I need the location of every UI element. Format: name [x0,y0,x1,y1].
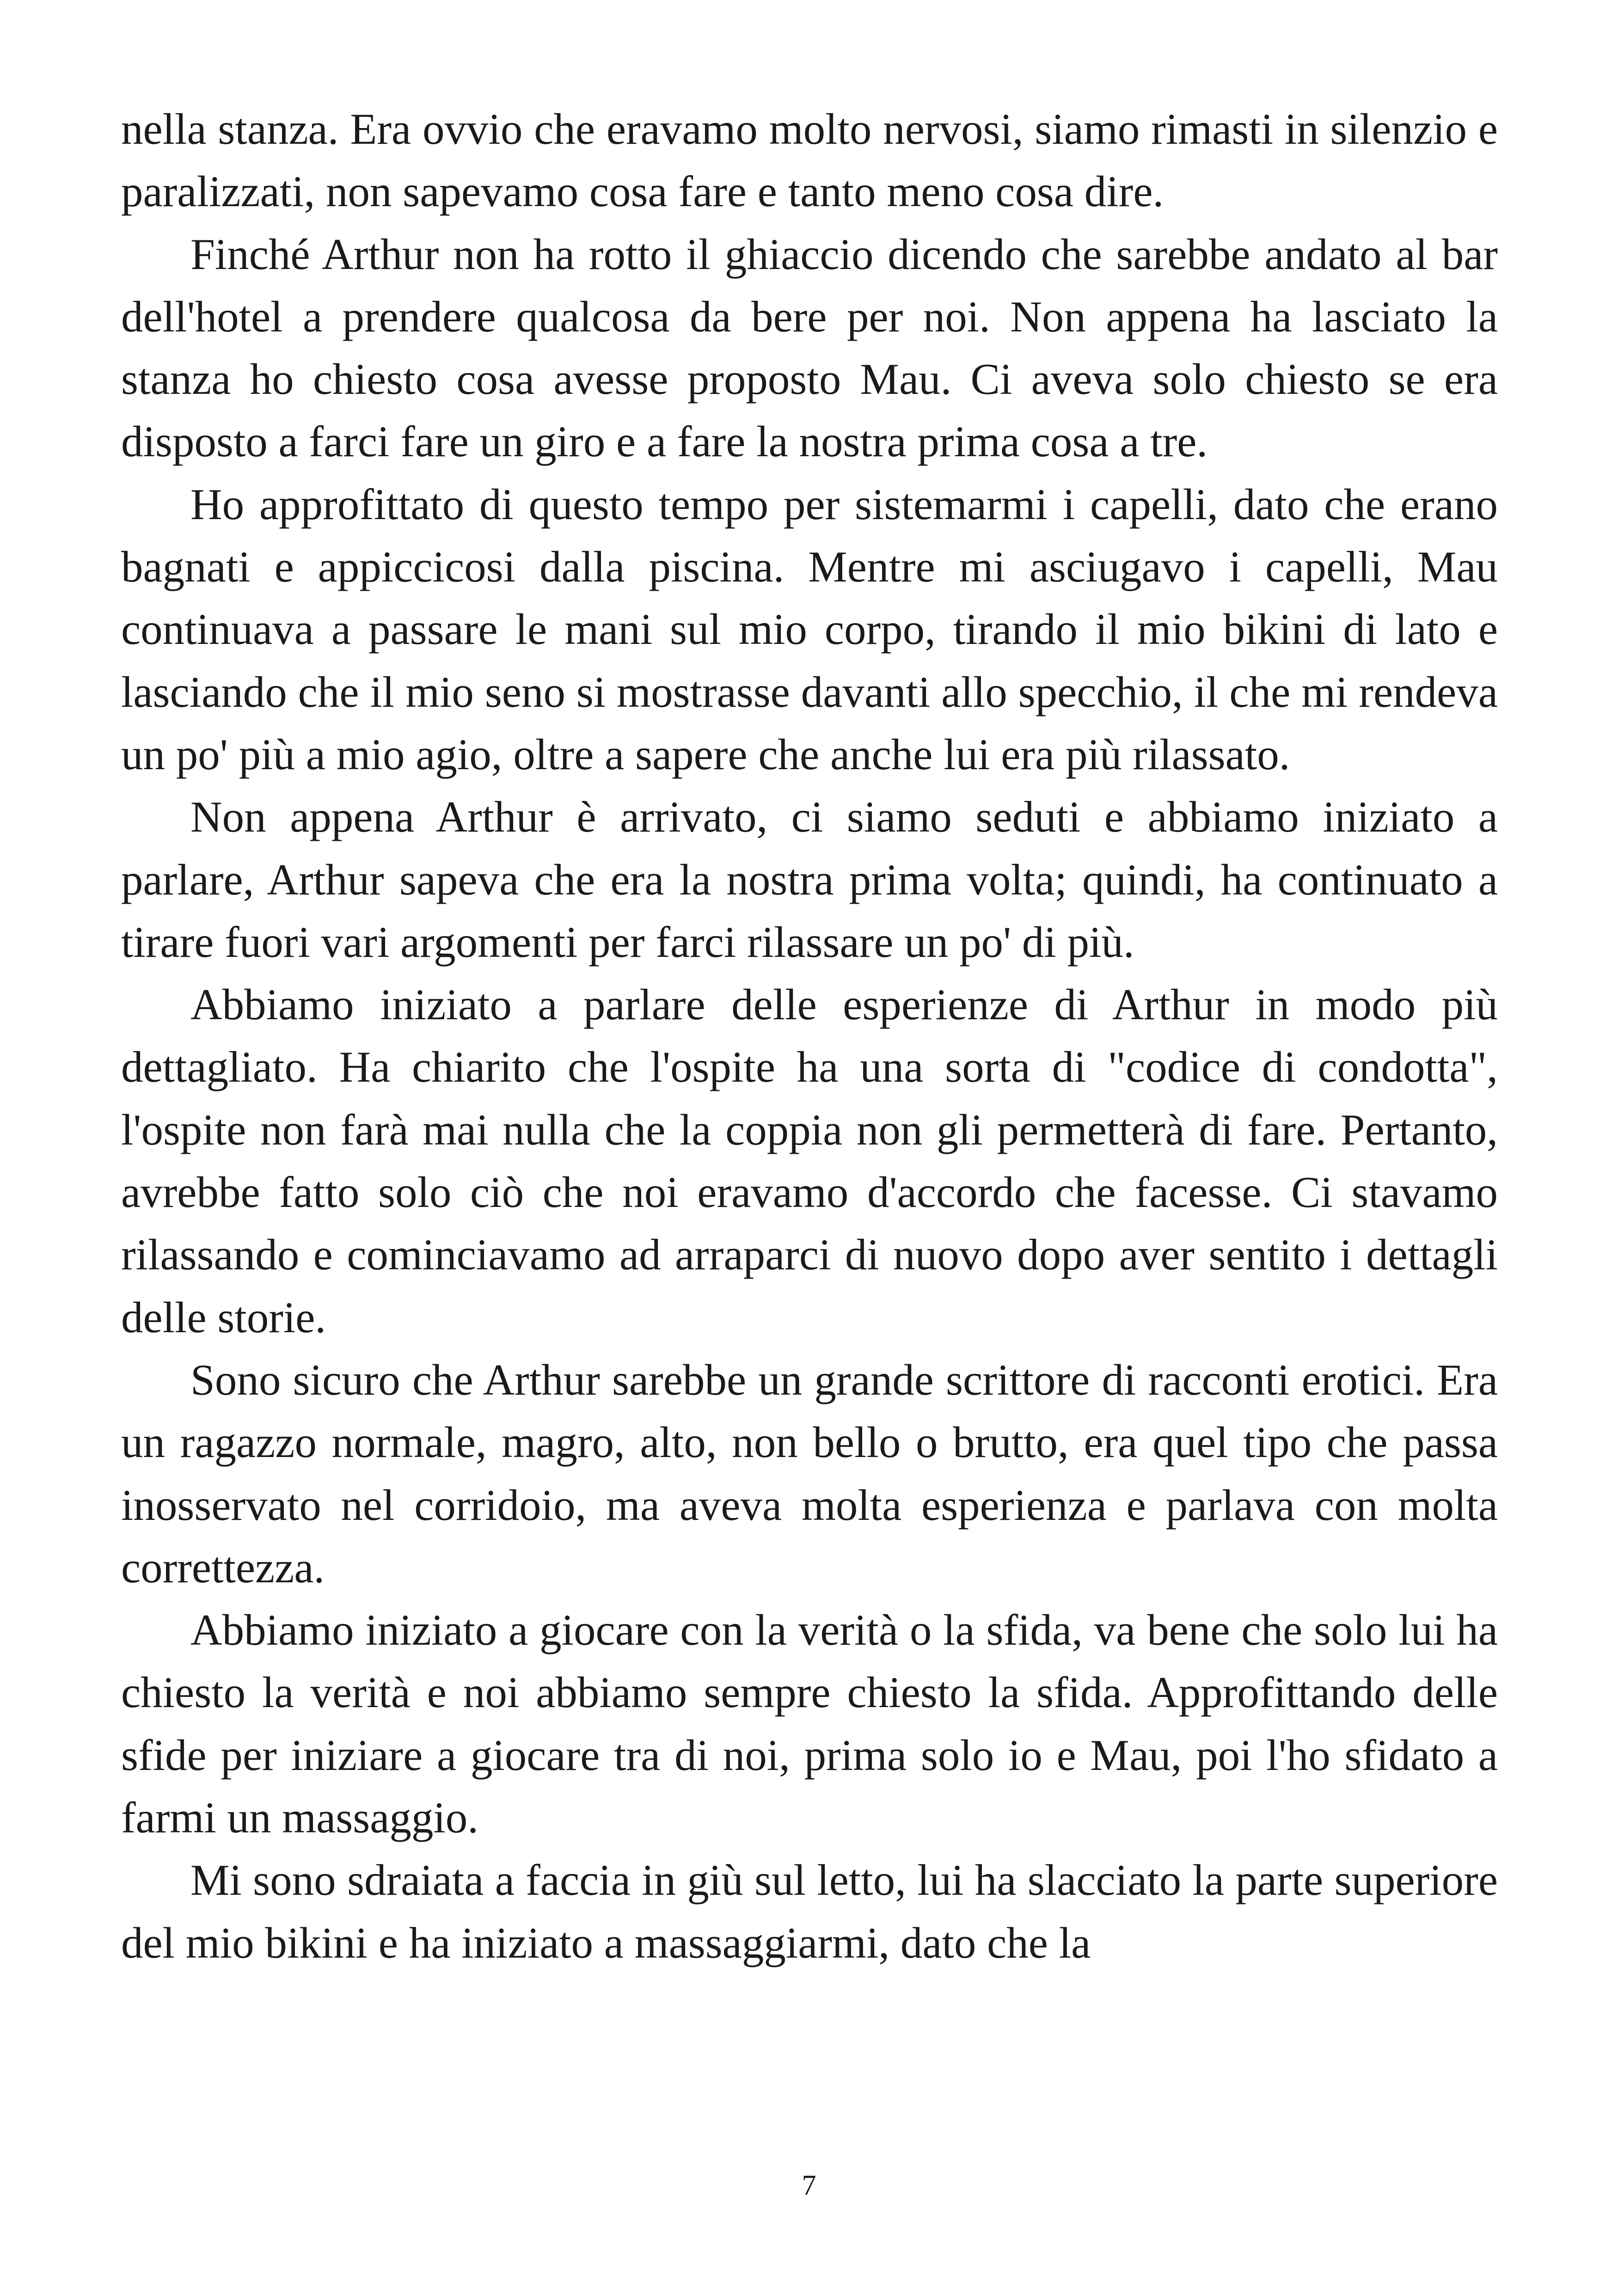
paragraph-7: Abbiamo iniziato a giocare con la verità o la sfida, va bene che solo lui ha chiesto la verità e noi abbiamo sempre chiesto la sfida. Approfittando delle sfide per iniziare a giocare tra di noi, prima solo io e Mau, poi l'ho sfidato a farmi un massaggio. [121,1605,1498,1843]
paragraph-2: Finché Arthur non ha rotto il ghiaccio dicendo che sarebbe andato al bar dell'hotel a prendere qualcosa da bere per noi. Non appena ha lasciato la stanza ho chiesto cosa avesse proposto Mau. Ci aveva solo chiesto se era disposto a farci fare un giro e a fare la nostra prima cosa a tre. [121,229,1498,466]
paragraph-8: Mi sono sdraiata a faccia in giù sul letto, lui ha slacciato la parte superiore del mio bikini e ha iniziato a massaggiarmi, dato che la [121,1855,1498,1967]
paragraph-4: Non appena Arthur è arrivato, ci siamo seduti e abbiamo iniziato a parlare, Arthur sapeva che era la nostra prima volta; quindi, ha continuato a tirare fuori vari argomenti per farci rilassare un po' di più. [121,792,1498,967]
paragraph-1: nella stanza. Era ovvio che eravamo molto nervosi, siamo rimasti in silenzio e paralizzati, non sapevamo cosa fare e tanto meno cosa dire. [121,104,1498,216]
paragraph-5: Abbiamo iniziato a parlare delle esperienze di Arthur in modo più dettagliato. Ha chiarito che l'ospite ha una sorta di "codice di condotta", l'ospite non farà mai nulla che la coppia non gli permetterà di fare. Pertanto, avrebbe fatto solo ciò che noi eravamo d'accordo che facesse. Ci stavamo rilassando e cominciavamo ad arraparci di nuovo dopo aver sentito i dettagli delle storie. [121,980,1498,1342]
page-number: 7 [802,2170,816,2201]
body-text [121,98,1498,1974]
paragraph-3: Ho approfittato di questo tempo per sistemarmi i capelli, dato che erano bagnati e appiccicosi dalla piscina. Mentre mi asciugavo i capelli, Mau continuava a passare le mani sul mio corpo, tirando il mio bikini di lato e lasciando che il mio seno si mostrasse davanti allo specchio, il che mi rendeva un po' più a mio agio, oltre a sapere che anche lui era più rilassato. [121,479,1498,779]
paragraph-6: Sono sicuro che Arthur sarebbe un grande scrittore di racconti erotici. Era un ragazzo normale, magro, alto, non bello o brutto, era quel tipo che passa inosservato nel corridoio, ma aveva molta esperienza e parlava con molta correttezza. [121,1355,1498,1592]
